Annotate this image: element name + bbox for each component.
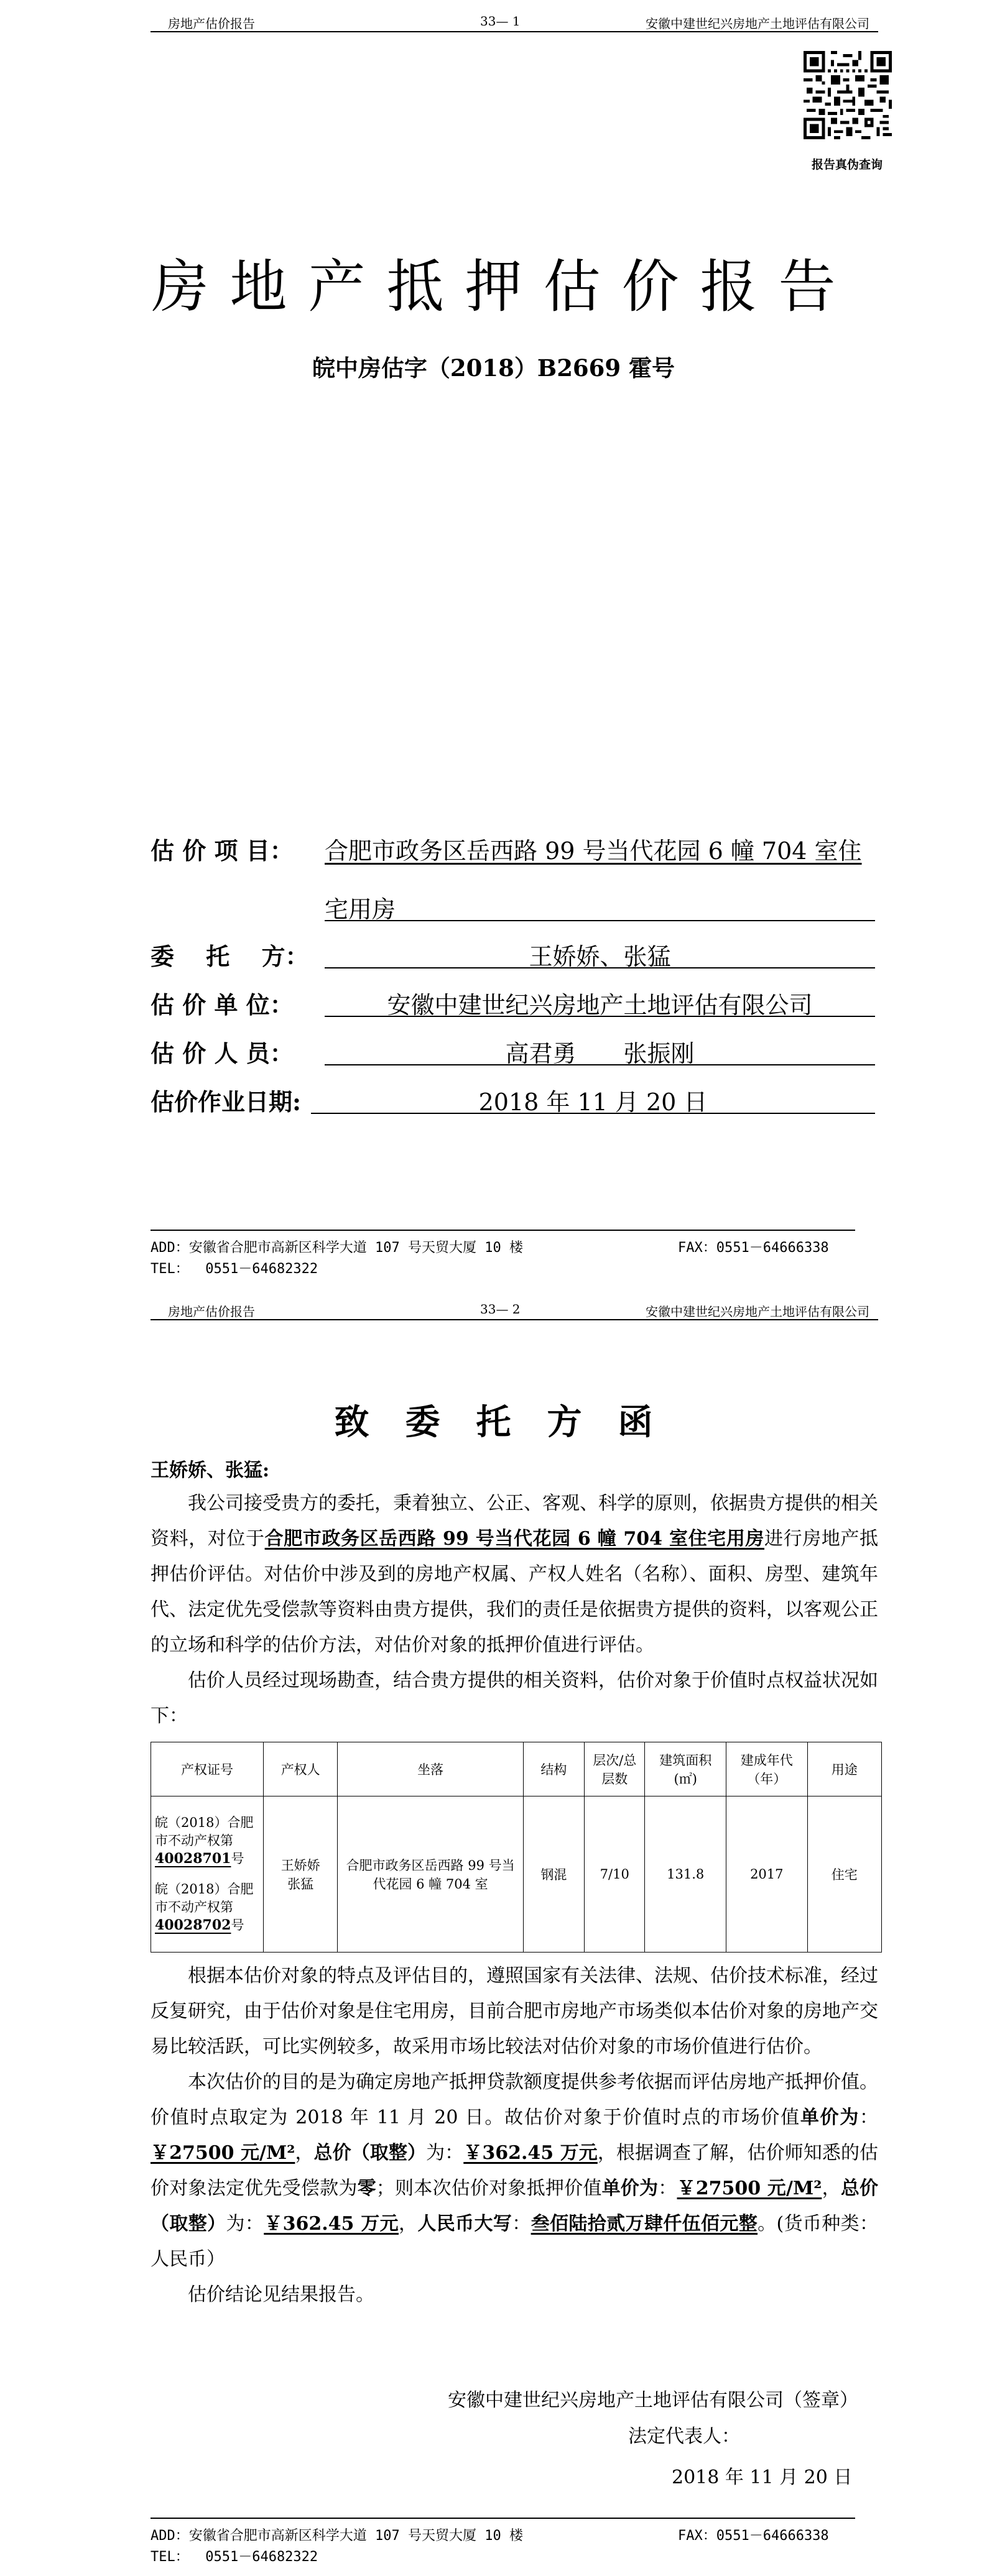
field-label-client: 委 托 方： bbox=[151, 942, 309, 970]
cell-location: 合肥市政务区岳西路 99 号当代花园 6 幢 704 室 bbox=[338, 1796, 523, 1953]
footer-fax: FAX：0551－64666338 bbox=[678, 1240, 829, 1256]
rmb-uppercase-value: 叁佰陆拾贰万肆仟伍佰元整 bbox=[531, 2213, 758, 2235]
letter-title: 致委托方函 bbox=[334, 1402, 689, 1443]
owner-name: 张猛 bbox=[287, 1877, 314, 1892]
total-price-label: 总价（取整） bbox=[313, 2142, 427, 2164]
footer-tel: TEL： 0551－64682322 bbox=[151, 2549, 318, 2565]
letter-paragraph-1 bbox=[151, 1486, 878, 1734]
report-title: 房地产抵押估价报告 bbox=[151, 254, 857, 320]
cert-text: 皖（2018）合肥市 bbox=[155, 1882, 254, 1915]
unit-price-label: 单价为 bbox=[601, 2178, 659, 2199]
cert-text: 不动产权第 bbox=[168, 1833, 233, 1848]
letter-page bbox=[0, 1288, 987, 2576]
para-text: 。(货币种类：人民币） bbox=[151, 2213, 879, 2270]
table-header: 产权人 bbox=[264, 1742, 338, 1796]
footer-rule bbox=[151, 2518, 855, 2519]
footer-address: ADD：安徽省合肥市高新区科学大道 107 号天贸大厦 10 楼 bbox=[151, 1240, 523, 1256]
cert-number: 40028702 bbox=[155, 1917, 231, 1933]
para-text: ，根据调查了解，估价师知悉的估价对象法定优先受偿款为 bbox=[151, 2142, 879, 2199]
running-header bbox=[151, 10, 878, 32]
cell-floor: 7/10 bbox=[585, 1796, 645, 1953]
footer-tel: TEL： 0551－64682322 bbox=[151, 1261, 318, 1277]
header-left: 房地产估价报告 bbox=[168, 16, 255, 31]
cell-structure: 钢混 bbox=[523, 1796, 584, 1953]
document-number: 皖中房估字（2018）B2669 霍号 bbox=[312, 354, 675, 382]
header-company: 安徽中建世纪兴房地产土地评估有限公司 bbox=[646, 16, 869, 31]
para-text: 估价结论见结果报告。 bbox=[188, 2284, 374, 2306]
company-signature: 安徽中建世纪兴房地产土地评估有限公司（签章） bbox=[448, 2390, 858, 2411]
field-label-date: 估价作业日期: bbox=[151, 1088, 302, 1116]
header-company: 安徽中建世纪兴房地产土地评估有限公司 bbox=[646, 1304, 869, 1319]
field-underline bbox=[311, 1113, 875, 1114]
table-header: 用途 bbox=[807, 1742, 881, 1796]
letter-paragraph-3: 根据本估价对象的特点及评估目的，遵照国家有关法律、法规、估价技术标准，经过反复研究，由于估价对象是住宅用房，目前合肥市房地产市场类似本估价对象的房地产交易比较活跃，可比实例较多，故采用市场比较法对估价对象的市场价值进行估价。 本次估价的目的是为确定房地产抵押贷款额度提供参考依据而评估房地产抵押价值。价值时点取定为 2018 年 11 月 20 日。故估价对象于价值时点的市场价值单价为：￥27500 元/M²，总价（取整）为：￥362.45 万元，根据调查了解，估价师知悉的估价对象法定优先受偿款为零；则本次估价对象抵押价值单价为：￥27500 元/M²，总价（取整）为：￥362.45 万元，人民币大写：叁佰陆拾贰万肆仟伍佰元整。(货币种类：人民币） 估价结论见结果报告。 bbox=[151, 1965, 879, 2306]
header-page-number: 33— 2 bbox=[480, 1302, 521, 1317]
table-header: 建成年代（年） bbox=[726, 1742, 807, 1796]
legal-representative: 法定代表人： bbox=[628, 2426, 740, 2447]
qr-code-icon[interactable] bbox=[804, 51, 892, 139]
field-underline bbox=[325, 1016, 875, 1017]
cert-number: 40028701 bbox=[155, 1851, 231, 1867]
footer-address: ADD：安徽省合肥市高新区科学大道 107 号天贸大厦 10 楼 bbox=[151, 2528, 523, 2544]
header-left: 房地产估价报告 bbox=[168, 1304, 255, 1319]
field-value-unit: 安徽中建世纪兴房地产土地评估有限公司 bbox=[387, 991, 813, 1019]
field-underline bbox=[325, 1064, 875, 1065]
para-text: 根据本估价对象的特点及评估目的，遵照国家有关法律、法规、估价技术标准，经过反复研究，由于估价对象是住宅用房，目前合肥市房地产市场类似本估价对象的房地产交易比较活跃，可比实例较多，故采用市场比较法对估价对象的市场价值进行估价。 bbox=[151, 1965, 878, 2058]
running-header bbox=[151, 1298, 878, 1320]
cert-text: 号 bbox=[231, 1851, 244, 1866]
priority-claim-value: 零 bbox=[357, 2178, 376, 2199]
table-header: 建筑面积(㎡) bbox=[645, 1742, 726, 1796]
field-label-valuers: 估 价 人 员： bbox=[151, 1039, 294, 1067]
total-price-label: 总价（取整） bbox=[151, 2178, 879, 2235]
para-text: 估价人员经过现场勘查，结合贵方提供的相关资料，估价对象于价值时点权益状况如下： bbox=[151, 1670, 878, 1727]
para-text: 本次估价的目的是为确定房地产抵押贷款额度提供参考依据而评估房地产抵押价值。价值时点取定为 2018 年 11 月 20 日。故估价对象于价值时点的市场价值 bbox=[151, 2071, 878, 2128]
mortgage-unit-price: ￥27500 元/M² bbox=[677, 2178, 822, 2199]
cell-cert-numbers bbox=[151, 1796, 264, 1953]
property-address: 合肥市政务区岳西路 99 号当代花园 6 幢 704 室住宅用房 bbox=[264, 1528, 765, 1550]
cell-owners bbox=[264, 1796, 338, 1953]
footer-rule bbox=[151, 1230, 855, 1231]
cell-area: 131.8 bbox=[645, 1796, 726, 1953]
cert-text: 号 bbox=[231, 1918, 244, 1933]
field-label-project: 估 价 项 目： bbox=[151, 837, 294, 865]
cell-year: 2017 bbox=[726, 1796, 807, 1953]
field-value-project-line2: 宅用房 bbox=[325, 896, 396, 923]
field-value-client: 王娇娇、张猛 bbox=[529, 943, 671, 970]
field-value-date: 2018 年 11 月 20 日 bbox=[478, 1088, 708, 1116]
letter-salutation: 王娇娇、张猛: bbox=[151, 1460, 270, 1481]
field-value-project-line1: 合肥市政务区岳西路 99 号当代花园 6 幢 704 室住 bbox=[325, 837, 862, 865]
field-underline bbox=[325, 920, 875, 921]
property-table bbox=[151, 1742, 882, 1953]
table-header: 坐落 bbox=[338, 1742, 523, 1796]
owner-name: 王娇娇 bbox=[280, 1858, 320, 1873]
table-header: 结构 bbox=[523, 1742, 584, 1796]
rmb-uppercase-label: 人民币大写 bbox=[417, 2213, 512, 2235]
header-page-number: 33— 1 bbox=[480, 14, 521, 29]
footer-fax: FAX：0551－64666338 bbox=[678, 2528, 829, 2544]
field-label-unit: 估 价 单 位： bbox=[151, 991, 294, 1019]
qr-caption: 报告真伪查询 bbox=[811, 158, 883, 172]
cert-text: 不动产权第 bbox=[168, 1900, 233, 1915]
table-row bbox=[151, 1796, 882, 1953]
letter-date: 2018 年 11 月 20 日 bbox=[672, 2467, 853, 2488]
field-value-valuers: 高君勇 张振刚 bbox=[505, 1040, 695, 1067]
cell-usage: 住宅 bbox=[807, 1796, 881, 1953]
table-header: 层次/总层数 bbox=[585, 1742, 645, 1796]
para-text: 我公司接受贵方的委托，秉着独立、公正、客观、科学的原则，依据贵方提供的相关资料，对位于 bbox=[151, 1493, 878, 1550]
mortgage-total-price: ￥362.45 万元 bbox=[264, 2213, 399, 2235]
table-header: 产权证号 bbox=[151, 1742, 264, 1796]
total-price-value: ￥362.45 万元 bbox=[463, 2142, 598, 2164]
para-text: 进行房地产抵押估价评估。对估价中涉及到的房地产权属、产权人姓名（名称）、面积、房型、建筑年代、法定优先受偿款等资料由贵方提供，我们的责任是依据贵方提供的资料，以客观公正的立场和科学的估价方法，对估价对象的抵押价值进行评估。 bbox=[151, 1528, 879, 1656]
unit-price-label: 单价为 bbox=[800, 2107, 860, 2128]
field-underline bbox=[325, 967, 875, 968]
cert-text: 皖（2018）合肥市 bbox=[155, 1815, 254, 1848]
para-text: ；则本次估价对象抵押价值 bbox=[376, 2178, 602, 2199]
unit-price-value: ￥27500 元/M² bbox=[151, 2142, 295, 2164]
